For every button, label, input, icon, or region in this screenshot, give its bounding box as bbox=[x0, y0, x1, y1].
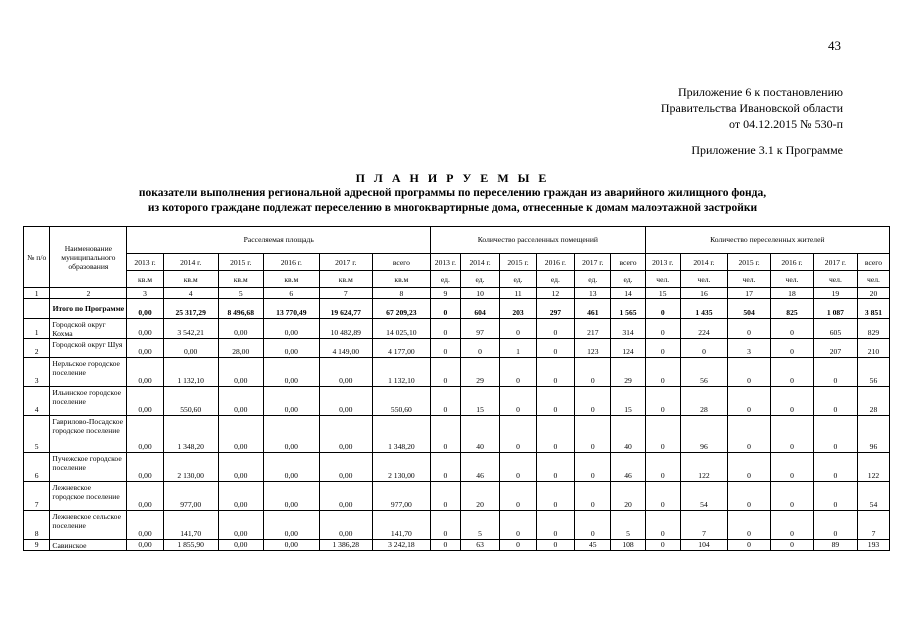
cell-value: 3 242,18 bbox=[372, 540, 430, 551]
column-number: 18 bbox=[771, 288, 814, 299]
cell-value: 0 bbox=[431, 511, 461, 540]
total-value: 297 bbox=[536, 299, 575, 319]
cell-value: 20 bbox=[611, 482, 645, 511]
cell-value: 605 bbox=[813, 319, 857, 339]
cell-value: 0 bbox=[645, 358, 680, 387]
cell-value: 1 132,10 bbox=[163, 358, 218, 387]
total-value: 25 317,29 bbox=[163, 299, 218, 319]
column-number: 2 bbox=[50, 288, 127, 299]
cell-value: 0,00 bbox=[218, 319, 263, 339]
cell-value: 0,00 bbox=[218, 416, 263, 453]
cell-value: 1 348,20 bbox=[372, 416, 430, 453]
table-row bbox=[24, 453, 890, 482]
row-number: 9 bbox=[24, 540, 50, 551]
total-value: 19 624,77 bbox=[319, 299, 372, 319]
cell-value: 0,00 bbox=[319, 511, 372, 540]
column-number: 6 bbox=[263, 288, 319, 299]
cell-value: 0 bbox=[536, 511, 575, 540]
row-number: 8 bbox=[24, 511, 50, 540]
total-label: Итого по Программе bbox=[50, 299, 127, 319]
row-number: 3 bbox=[24, 358, 50, 387]
year-header: всего bbox=[372, 254, 430, 271]
cell-value: 122 bbox=[857, 453, 889, 482]
cell-value: 0 bbox=[536, 416, 575, 453]
total-value: 0 bbox=[431, 299, 461, 319]
cell-value: 141,70 bbox=[372, 511, 430, 540]
municipality-name: Городской округ Кохма bbox=[50, 319, 127, 339]
total-value: 203 bbox=[500, 299, 536, 319]
column-number: 9 bbox=[431, 288, 461, 299]
cell-value: 0 bbox=[645, 453, 680, 482]
cell-value: 0 bbox=[771, 482, 814, 511]
cell-value: 0 bbox=[728, 482, 771, 511]
cell-value: 0 bbox=[431, 387, 461, 416]
page-number: 43 bbox=[828, 38, 841, 53]
cell-value: 0 bbox=[771, 387, 814, 416]
cell-value: 0 bbox=[813, 387, 857, 416]
cell-value: 193 bbox=[857, 540, 889, 551]
table-row bbox=[24, 511, 890, 540]
annex-line-2: Правительства Ивановской области bbox=[660, 101, 843, 115]
column-number: 16 bbox=[680, 288, 727, 299]
cell-value: 14 025,10 bbox=[372, 319, 430, 339]
cell-value: 0 bbox=[431, 339, 461, 358]
cell-value: 0 bbox=[431, 482, 461, 511]
cell-value: 7 bbox=[857, 511, 889, 540]
cell-value: 0,00 bbox=[127, 416, 163, 453]
year-header: 2013 г. bbox=[127, 254, 163, 271]
cell-value: 0,00 bbox=[263, 482, 319, 511]
municipality-name: Савинское bbox=[50, 540, 127, 551]
year-header: 2014 г. bbox=[460, 254, 500, 271]
cell-value: 0 bbox=[645, 482, 680, 511]
cell-value: 7 bbox=[680, 511, 727, 540]
cell-value: 54 bbox=[680, 482, 727, 511]
cell-value: 0 bbox=[431, 540, 461, 551]
cell-value: 0,00 bbox=[127, 540, 163, 551]
cell-value: 29 bbox=[460, 358, 500, 387]
cell-value: 123 bbox=[575, 339, 611, 358]
cell-value: 104 bbox=[680, 540, 727, 551]
cell-value: 0,00 bbox=[263, 453, 319, 482]
row-number: 2 bbox=[24, 339, 50, 358]
cell-value: 0 bbox=[728, 319, 771, 339]
cell-value: 0,00 bbox=[218, 358, 263, 387]
year-header: 2015 г. bbox=[728, 254, 771, 271]
table-row bbox=[24, 416, 890, 453]
column-number: 3 bbox=[127, 288, 163, 299]
year-header: 2014 г. bbox=[163, 254, 218, 271]
cell-value: 141,70 bbox=[163, 511, 218, 540]
year-header: 2017 г. bbox=[319, 254, 372, 271]
cell-value: 0,00 bbox=[263, 511, 319, 540]
header-area: Расселяемая площадь bbox=[127, 227, 431, 254]
cell-value: 0,00 bbox=[127, 387, 163, 416]
column-number: 1 bbox=[24, 288, 50, 299]
cell-value: 0 bbox=[536, 482, 575, 511]
cell-value: 3 542,21 bbox=[163, 319, 218, 339]
cell-value: 0 bbox=[813, 358, 857, 387]
cell-value: 4 149,00 bbox=[319, 339, 372, 358]
cell-value: 977,00 bbox=[163, 482, 218, 511]
column-number: 17 bbox=[728, 288, 771, 299]
cell-value: 0 bbox=[500, 540, 536, 551]
cell-value: 829 bbox=[857, 319, 889, 339]
cell-value: 0 bbox=[771, 453, 814, 482]
cell-value: 89 bbox=[813, 540, 857, 551]
column-number: 5 bbox=[218, 288, 263, 299]
year-header: всего bbox=[611, 254, 645, 271]
cell-value: 97 bbox=[460, 319, 500, 339]
cell-value: 1 348,20 bbox=[163, 416, 218, 453]
cell-value: 0,00 bbox=[218, 511, 263, 540]
total-value: 461 bbox=[575, 299, 611, 319]
cell-value: 0 bbox=[536, 540, 575, 551]
total-value: 504 bbox=[728, 299, 771, 319]
cell-value: 0 bbox=[536, 453, 575, 482]
subtitle-line-1: показатели выполнения региональной адресной программы по переселению граждан из аварийного жилищного фонда, bbox=[138, 187, 767, 199]
year-header: 2015 г. bbox=[218, 254, 263, 271]
cell-value: 0,00 bbox=[319, 453, 372, 482]
cell-value: 0,00 bbox=[263, 387, 319, 416]
cell-value: 0,00 bbox=[263, 358, 319, 387]
cell-value: 45 bbox=[575, 540, 611, 551]
cell-value: 10 482,89 bbox=[319, 319, 372, 339]
total-value: 825 bbox=[771, 299, 814, 319]
cell-value: 0 bbox=[645, 319, 680, 339]
cell-value: 550,60 bbox=[163, 387, 218, 416]
cell-value: 56 bbox=[680, 358, 727, 387]
year-header: 2015 г. bbox=[500, 254, 536, 271]
cell-value: 217 bbox=[575, 319, 611, 339]
unit-header: чел. bbox=[813, 271, 857, 288]
header-people: Количество переселенных жителей bbox=[645, 227, 889, 254]
total-value: 1 087 bbox=[813, 299, 857, 319]
cell-value: 0 bbox=[431, 358, 461, 387]
cell-value: 0 bbox=[500, 387, 536, 416]
unit-header: чел. bbox=[680, 271, 727, 288]
year-header: 2013 г. bbox=[645, 254, 680, 271]
cell-value: 210 bbox=[857, 339, 889, 358]
cell-value: 0 bbox=[728, 358, 771, 387]
cell-value: 46 bbox=[460, 453, 500, 482]
annex-block bbox=[661, 84, 843, 132]
unit-header: чел. bbox=[771, 271, 814, 288]
row-number: 6 bbox=[24, 453, 50, 482]
cell-value: 0 bbox=[575, 482, 611, 511]
unit-header: кв.м bbox=[319, 271, 372, 288]
unit-header: ед. bbox=[431, 271, 461, 288]
cell-value: 0 bbox=[536, 387, 575, 416]
cell-value: 0 bbox=[771, 416, 814, 453]
cell-value: 207 bbox=[813, 339, 857, 358]
cell-value: 0 bbox=[536, 358, 575, 387]
cell-value: 0,00 bbox=[319, 482, 372, 511]
cell-value: 63 bbox=[460, 540, 500, 551]
total-value: 3 851 bbox=[857, 299, 889, 319]
unit-header: ед. bbox=[575, 271, 611, 288]
cell-value: 5 bbox=[611, 511, 645, 540]
cell-value: 0 bbox=[645, 416, 680, 453]
cell-value: 0 bbox=[500, 482, 536, 511]
cell-value: 0,00 bbox=[218, 482, 263, 511]
cell-value: 0 bbox=[728, 387, 771, 416]
cell-value: 2 130,00 bbox=[163, 453, 218, 482]
unit-header: чел. bbox=[728, 271, 771, 288]
cell-value: 29 bbox=[611, 358, 645, 387]
column-number: 15 bbox=[645, 288, 680, 299]
cell-value: 0 bbox=[500, 416, 536, 453]
cell-value: 0 bbox=[813, 511, 857, 540]
cell-value: 550,60 bbox=[372, 387, 430, 416]
header-rooms: Количество расселенных помещений bbox=[431, 227, 646, 254]
cell-value: 56 bbox=[857, 358, 889, 387]
cell-value: 0,00 bbox=[263, 416, 319, 453]
unit-header: ед. bbox=[611, 271, 645, 288]
document-subtitle bbox=[0, 186, 905, 216]
column-number: 19 bbox=[813, 288, 857, 299]
unit-header: чел. bbox=[857, 271, 889, 288]
total-value: 604 bbox=[460, 299, 500, 319]
cell-value: 0 bbox=[771, 339, 814, 358]
cell-value: 1 bbox=[500, 339, 536, 358]
table-row bbox=[24, 540, 890, 551]
cell-value: 0 bbox=[431, 319, 461, 339]
row-number: 7 bbox=[24, 482, 50, 511]
total-value: 8 496,68 bbox=[218, 299, 263, 319]
cell-value: 0,00 bbox=[127, 319, 163, 339]
cell-value: 0,00 bbox=[263, 339, 319, 358]
table-row bbox=[24, 387, 890, 416]
total-value: 67 209,23 bbox=[372, 299, 430, 319]
unit-header: кв.м bbox=[263, 271, 319, 288]
column-number: 12 bbox=[536, 288, 575, 299]
cell-value: 1 132,10 bbox=[372, 358, 430, 387]
cell-value: 0 bbox=[431, 416, 461, 453]
cell-value: 0 bbox=[460, 339, 500, 358]
year-header: 2014 г. bbox=[680, 254, 727, 271]
cell-value: 977,00 bbox=[372, 482, 430, 511]
cell-value: 0,00 bbox=[127, 339, 163, 358]
cell-value: 40 bbox=[611, 416, 645, 453]
year-header: 2016 г. bbox=[536, 254, 575, 271]
cell-value: 0 bbox=[645, 540, 680, 551]
table-row-total bbox=[24, 299, 890, 319]
cell-value: 0 bbox=[500, 358, 536, 387]
cell-value: 0 bbox=[728, 416, 771, 453]
municipality-name: Лежневское городское поселение bbox=[50, 482, 127, 511]
year-header: 2016 г. bbox=[263, 254, 319, 271]
cell-value: 0,00 bbox=[263, 319, 319, 339]
indicators-table bbox=[23, 226, 890, 551]
row-number bbox=[24, 299, 50, 319]
cell-value: 96 bbox=[680, 416, 727, 453]
cell-value: 0 bbox=[500, 453, 536, 482]
year-header: всего bbox=[857, 254, 889, 271]
cell-value: 224 bbox=[680, 319, 727, 339]
cell-value: 0 bbox=[575, 387, 611, 416]
cell-value: 5 bbox=[460, 511, 500, 540]
cell-value: 96 bbox=[857, 416, 889, 453]
cell-value: 4 177,00 bbox=[372, 339, 430, 358]
municipality-name: Лежневское сельское поселение bbox=[50, 511, 127, 540]
program-annex: Приложение 3.1 к Программе bbox=[691, 143, 843, 157]
year-header: 2013 г. bbox=[431, 254, 461, 271]
cell-value: 0 bbox=[645, 339, 680, 358]
total-value: 0,00 bbox=[127, 299, 163, 319]
municipality-name: Нерльское городское поселение bbox=[50, 358, 127, 387]
row-number: 1 bbox=[24, 319, 50, 339]
cell-value: 0,00 bbox=[127, 511, 163, 540]
table-row bbox=[24, 482, 890, 511]
cell-value: 0 bbox=[771, 511, 814, 540]
cell-value: 0 bbox=[645, 511, 680, 540]
document-title: П Л А Н И Р У Е М Ы Е bbox=[355, 171, 550, 185]
cell-value: 1 855,90 bbox=[163, 540, 218, 551]
cell-value: 0 bbox=[500, 319, 536, 339]
column-number: 10 bbox=[460, 288, 500, 299]
cell-value: 0 bbox=[813, 453, 857, 482]
cell-value: 0,00 bbox=[263, 540, 319, 551]
cell-value: 0 bbox=[728, 453, 771, 482]
unit-header: чел. bbox=[645, 271, 680, 288]
column-number: 4 bbox=[163, 288, 218, 299]
unit-header: кв.м bbox=[127, 271, 163, 288]
cell-value: 28,00 bbox=[218, 339, 263, 358]
column-number: 8 bbox=[372, 288, 430, 299]
table-row bbox=[24, 358, 890, 387]
total-value: 1 435 bbox=[680, 299, 727, 319]
cell-value: 0 bbox=[431, 453, 461, 482]
column-number: 13 bbox=[575, 288, 611, 299]
cell-value: 0,00 bbox=[127, 358, 163, 387]
cell-value: 0,00 bbox=[218, 453, 263, 482]
annex-line-1: Приложение 6 к постановлению bbox=[677, 85, 843, 99]
cell-value: 0 bbox=[813, 416, 857, 453]
cell-value: 0,00 bbox=[218, 387, 263, 416]
total-value: 1 565 bbox=[611, 299, 645, 319]
municipality-name: Гаврилово-Посадское городское поселение bbox=[50, 416, 127, 453]
cell-value: 0 bbox=[500, 511, 536, 540]
cell-value: 0 bbox=[771, 358, 814, 387]
unit-header: кв.м bbox=[372, 271, 430, 288]
cell-value: 0,00 bbox=[163, 339, 218, 358]
cell-value: 0 bbox=[536, 339, 575, 358]
cell-value: 0 bbox=[575, 453, 611, 482]
column-number: 7 bbox=[319, 288, 372, 299]
column-number: 11 bbox=[500, 288, 536, 299]
cell-value: 314 bbox=[611, 319, 645, 339]
cell-value: 124 bbox=[611, 339, 645, 358]
table-row bbox=[24, 319, 890, 339]
cell-value: 3 bbox=[728, 339, 771, 358]
cell-value: 0 bbox=[575, 511, 611, 540]
cell-value: 15 bbox=[611, 387, 645, 416]
cell-value: 28 bbox=[857, 387, 889, 416]
cell-value: 0,00 bbox=[319, 416, 372, 453]
cell-value: 0 bbox=[728, 511, 771, 540]
cell-value: 0,00 bbox=[218, 540, 263, 551]
cell-value: 0 bbox=[728, 540, 771, 551]
cell-value: 54 bbox=[857, 482, 889, 511]
cell-value: 0,00 bbox=[319, 358, 372, 387]
header-name: Наименование муниципального образования bbox=[50, 227, 127, 288]
cell-value: 0 bbox=[575, 358, 611, 387]
table-row bbox=[24, 339, 890, 358]
cell-value: 0 bbox=[813, 482, 857, 511]
cell-value: 0 bbox=[575, 416, 611, 453]
cell-value: 28 bbox=[680, 387, 727, 416]
row-number: 4 bbox=[24, 387, 50, 416]
unit-header: ед. bbox=[500, 271, 536, 288]
cell-value: 0 bbox=[680, 339, 727, 358]
year-header: 2017 г. bbox=[813, 254, 857, 271]
total-value: 0 bbox=[645, 299, 680, 319]
unit-header: кв.м bbox=[163, 271, 218, 288]
municipality-name: Городской округ Шуя bbox=[50, 339, 127, 358]
cell-value: 46 bbox=[611, 453, 645, 482]
unit-header: ед. bbox=[536, 271, 575, 288]
subtitle-line-2: из которого граждане подлежат переселению в многоквартирные дома, отнесенные к домам малоэтажной застройки bbox=[147, 202, 758, 214]
column-number: 14 bbox=[611, 288, 645, 299]
cell-value: 15 bbox=[460, 387, 500, 416]
year-header: 2017 г. bbox=[575, 254, 611, 271]
municipality-name: Пучежское городское поселение bbox=[50, 453, 127, 482]
cell-value: 1 386,28 bbox=[319, 540, 372, 551]
unit-header: кв.м bbox=[218, 271, 263, 288]
unit-header: ед. bbox=[460, 271, 500, 288]
cell-value: 0,00 bbox=[127, 453, 163, 482]
cell-value: 40 bbox=[460, 416, 500, 453]
cell-value: 122 bbox=[680, 453, 727, 482]
cell-value: 0 bbox=[771, 319, 814, 339]
cell-value: 20 bbox=[460, 482, 500, 511]
column-number: 20 bbox=[857, 288, 889, 299]
cell-value: 0 bbox=[645, 387, 680, 416]
cell-value: 0,00 bbox=[319, 387, 372, 416]
municipality-name: Ильинское городское поселение bbox=[50, 387, 127, 416]
cell-value: 0,00 bbox=[127, 482, 163, 511]
annex-line-3: от 04.12.2015 № 530-п bbox=[729, 117, 843, 131]
total-value: 13 770,49 bbox=[263, 299, 319, 319]
header-no: № п/о bbox=[24, 227, 50, 288]
row-number: 5 bbox=[24, 416, 50, 453]
cell-value: 0 bbox=[536, 319, 575, 339]
year-header: 2016 г. bbox=[771, 254, 814, 271]
cell-value: 0 bbox=[771, 540, 814, 551]
cell-value: 108 bbox=[611, 540, 645, 551]
cell-value: 2 130,00 bbox=[372, 453, 430, 482]
